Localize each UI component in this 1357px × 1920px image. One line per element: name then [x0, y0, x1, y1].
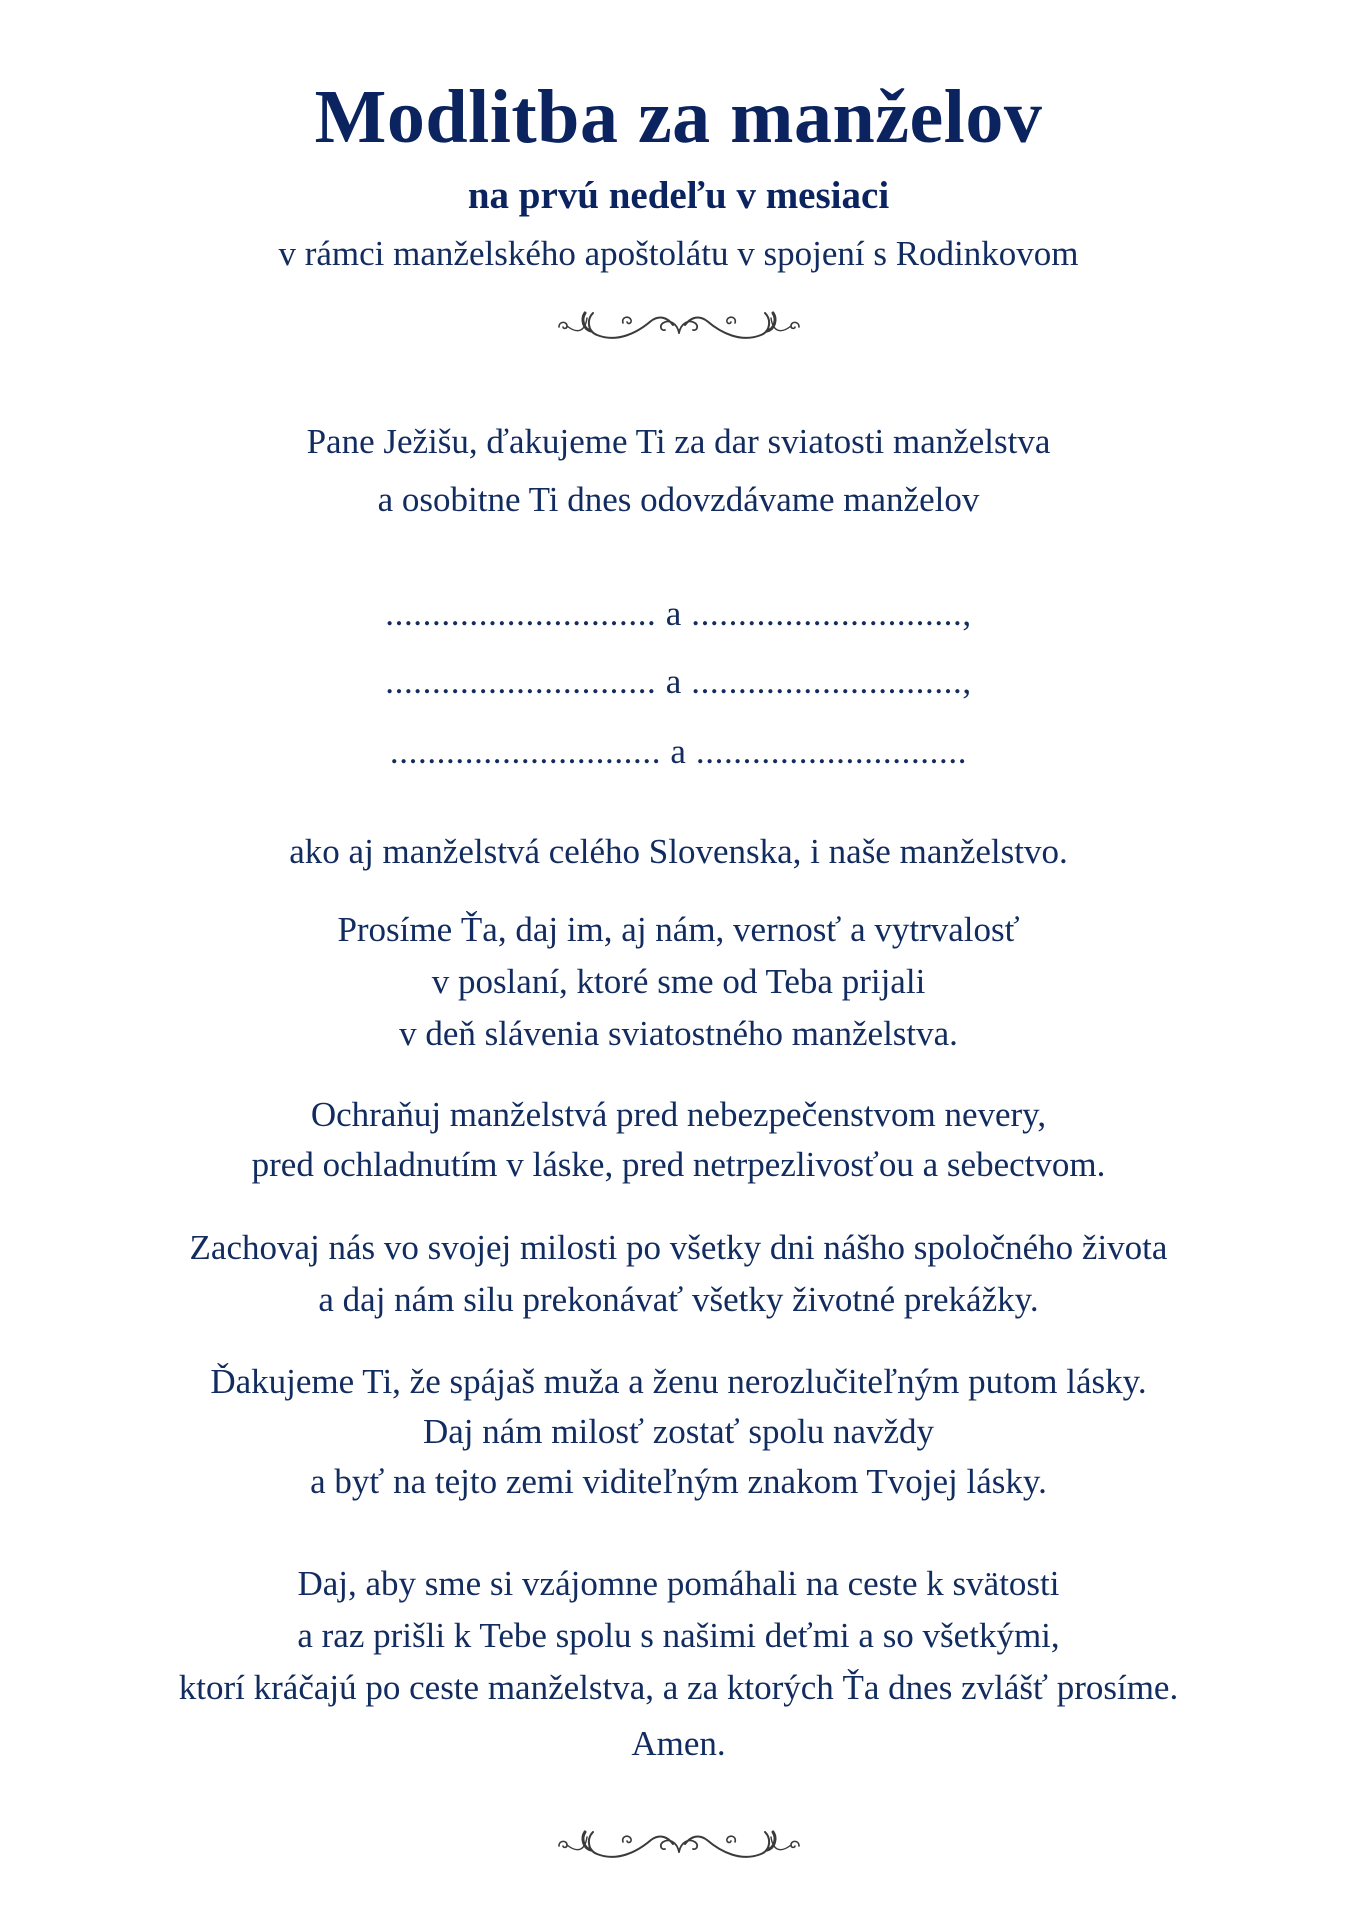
- paragraph-3-line-1: Ochraňuj manželstvá pred nebezpečenstvom nevery,: [310, 1095, 1047, 1134]
- page-title: Modlitba za manželov: [314, 75, 1043, 159]
- paragraph-3-line-2: pred ochladnutím v láske, pred netrpezlivosťou a sebectvom.: [251, 1145, 1106, 1184]
- paragraph-6-line-1: Daj, aby sme si vzájomne pomáhali na ceste k svätosti: [297, 1564, 1060, 1603]
- paragraph-5-line-3: a byť na tejto zemi viditeľným znakom Tvojej lásky.: [310, 1462, 1047, 1501]
- name-blank-line-2: ............................. a .............................,: [385, 662, 972, 701]
- page-subtitle: na prvú nedeľu v mesiaci: [467, 174, 890, 217]
- paragraph-2-line-2: v poslaní, ktoré sme od Teba prijali: [431, 962, 926, 1001]
- amen: Amen.: [631, 1724, 726, 1763]
- opening-line-2: a osobitne Ti dnes odovzdávame manželov: [377, 480, 980, 519]
- opening-line-1: Pane Ježišu, ďakujeme Ti za dar sviatosti manželstva: [306, 422, 1051, 461]
- name-blank-line-1: ............................. a .............................,: [385, 594, 972, 633]
- paragraph-6-line-3: ktorí kráčajú po ceste manželstva, a za ktorých Ťa dnes zvlášť prosíme.: [178, 1668, 1179, 1707]
- paragraph-6-line-2: a raz prišli k Tebe spolu s našimi deťmi a so všetkými,: [297, 1616, 1060, 1655]
- paragraph-5-line-2: Daj nám milosť zostať spolu navždy: [422, 1412, 935, 1451]
- paragraph-1-line-1: ako aj manželstvá celého Slovenska, i naše manželstvo.: [289, 832, 1068, 871]
- flourish-divider-top-icon: [553, 305, 805, 349]
- paragraph-2-line-3: v deň slávenia sviatostného manželstva.: [399, 1014, 958, 1053]
- name-blank-line-3: ............................. a .............................: [389, 732, 968, 771]
- intro-line: v rámci manželského apoštolátu v spojení s Rodinkovom: [278, 234, 1079, 273]
- paragraph-2-line-1: Prosíme Ťa, daj im, aj nám, vernosť a vytrvalosť: [337, 910, 1020, 949]
- paragraph-4-line-2: a daj nám silu prekonávať všetky životné prekážky.: [318, 1280, 1039, 1319]
- flourish-divider-bottom-icon: [553, 1824, 805, 1868]
- paragraph-5-line-1: Ďakujeme Ti, že spájaš muža a ženu nerozlučiteľným putom lásky.: [210, 1362, 1147, 1401]
- paragraph-4-line-1: Zachovaj nás vo svojej milosti po všetky dni nášho spoločného života: [189, 1228, 1168, 1267]
